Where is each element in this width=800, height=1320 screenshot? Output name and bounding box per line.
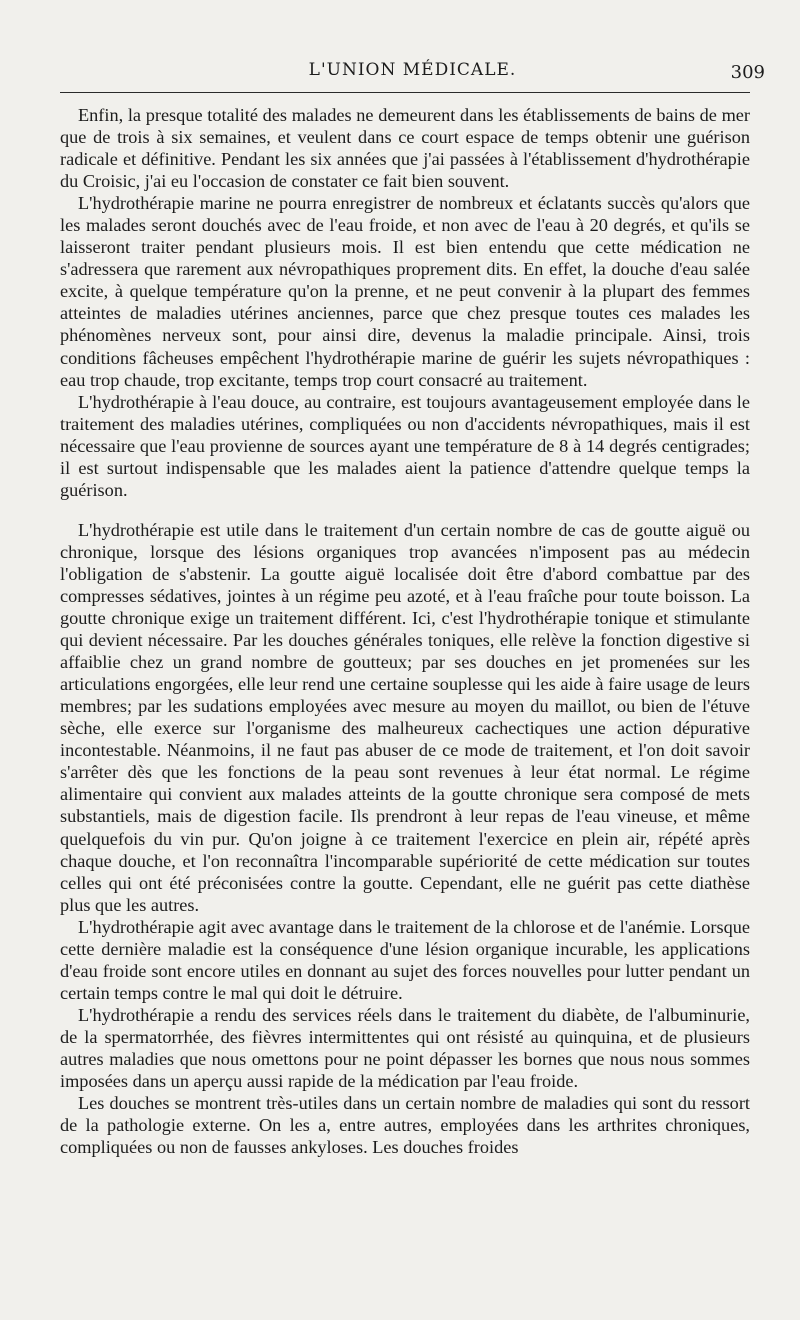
paragraph-fresh-water: L'hydrothérapie à l'eau douce, au contraire, est toujours avantageusement employée dans le traitement des maladies utérines, compliquées ou non d'accidents névropathiques, mais il est nécessaire que l'eau provienne de sources ayant une température de 8 à 14 degrés centigrades; il est surtout indispensable que les malades aient la patience d'attendre quelque temps la guérison. — [60, 391, 750, 500]
paragraph-chlorosis: L'hydrothérapie agit avec avantage dans le traitement de la chlorose et de l'anémie. Lorsque cette dernière maladie est la conséquence d'une lésion organique incurable, les applications d'eau froide sont encore utiles en donnant au sujet des forces nouvelles pour lutter pendant un certain temps contre le mal qui doit le détruire. — [60, 916, 750, 1003]
article-body — [60, 104, 750, 1158]
paragraph-bath-duration: Enfin, la presque totalité des malades ne demeurent dans les établissements de bains de mer que de trois à six semaines, et veulent dans ce court espace de temps obtenir une guérison radicale et définitive. Pendant les six années que j'ai passées à l'établissement d'hydrothérapie du Croisic, j'ai eu l'occasion de constater ce fait bien souvent. — [60, 105, 750, 192]
header-rule — [60, 92, 750, 93]
running-header — [60, 58, 765, 88]
journal-title: L'UNION MÉDICALE. — [308, 60, 517, 80]
paragraph-marine-hydrotherapy: L'hydrothérapie marine ne pourra enregistrer de nombreux et éclatants succès qu'alors que les malades seront douchés avec de l'eau froide, et non avec de l'eau à 20 degrés, et qu'ils se laisseront traiter pendant plusieurs mois. Il est bien entendu que cette médication ne s'adressera que rarement aux névropathiques proprement dits. En effet, la douche d'eau salée excite, à quelque température qu'on la prenne, et ne peut convenir à la plupart des femmes atteintes de maladies utérines anciennes, parce que chez presque toutes ces malades les phénomènes nerveux sont, pour ainsi dire, devenus la maladie principale. Ainsi, trois conditions fâcheuses empêchent l'hydrothérapie marine de guérir les sujets névropathiques : eau trop chaude, trop excitante, temps trop court consacré au traitement. — [60, 193, 750, 390]
page-number: 309 — [730, 62, 765, 83]
paragraph-douches: Les douches se montrent très-utiles dans un certain nombre de maladies qui sont du ressort de la pathologie externe. On les a, entre autres, employées dans les arthrites chroniques, compliquées ou non de fausses ankyloses. Les douches froides — [60, 1093, 750, 1158]
paragraph-gout: L'hydrothérapie est utile dans le traitement d'un certain nombre de cas de goutte aiguë ou chronique, lorsque des lésions organiques trop avancées n'imposent pas au médecin l'obligation de s'abstenir. La goutte aiguë localisée doit être d'abord combattue par des compresses sédatives, jointes à un régime peu azoté, et à l'eau fraîche pour toute boisson. La goutte chronique exige un traitement différent. Ici, c'est l'hydrothérapie tonique et stimulante qui devient nécessaire. Par les douches générales toniques, elle relève la fonction digestive si affaiblie chez un grand nombre de goutteux; par ses douches en jet promenées sur les articulations engorgées, elle leur rend une certaine souplesse qui les aide à faire usage de leurs membres; par les sudations employées avec mesure au moyen du maillot, ou bien de l'étuve sèche, elle exerce sur l'organisme des malheureux cachectiques une action dépurative incontestable. Néanmoins, il ne faut pas abuser de ce mode de traitement, et l'on doit savoir s'arrêter dès que les fonctions de la peau sont revenues à leur état normal. Le régime alimentaire qui convient aux malades atteints de la goutte chronique sera composé de mets substantiels, mais de digestion facile. Ils prendront à leur repas de l'eau vineuse, et même quelquefois du vin pur. Qu'on joigne à ce traitement l'exercice en plein air, répété après chaque douche, et l'on reconnaîtra l'incomparable supériorité de cette médication sur toutes celles qui ont été préconisées contre la goutte. Cependant, elle ne guérit pas cette diathèse plus que les autres. — [60, 519, 750, 915]
paragraph-diabetes: L'hydrothérapie a rendu des services réels dans le traitement du diabète, de l'albuminurie, de la spermatorrhée, des fièvres intermittentes qui ont résisté au quinquina, et de plusieurs autres maladies que nous omettons pour ne point dépasser les bornes que nous nous sommes imposées dans un aperçu aussi rapide de la médication par l'eau froide. — [60, 1004, 750, 1092]
